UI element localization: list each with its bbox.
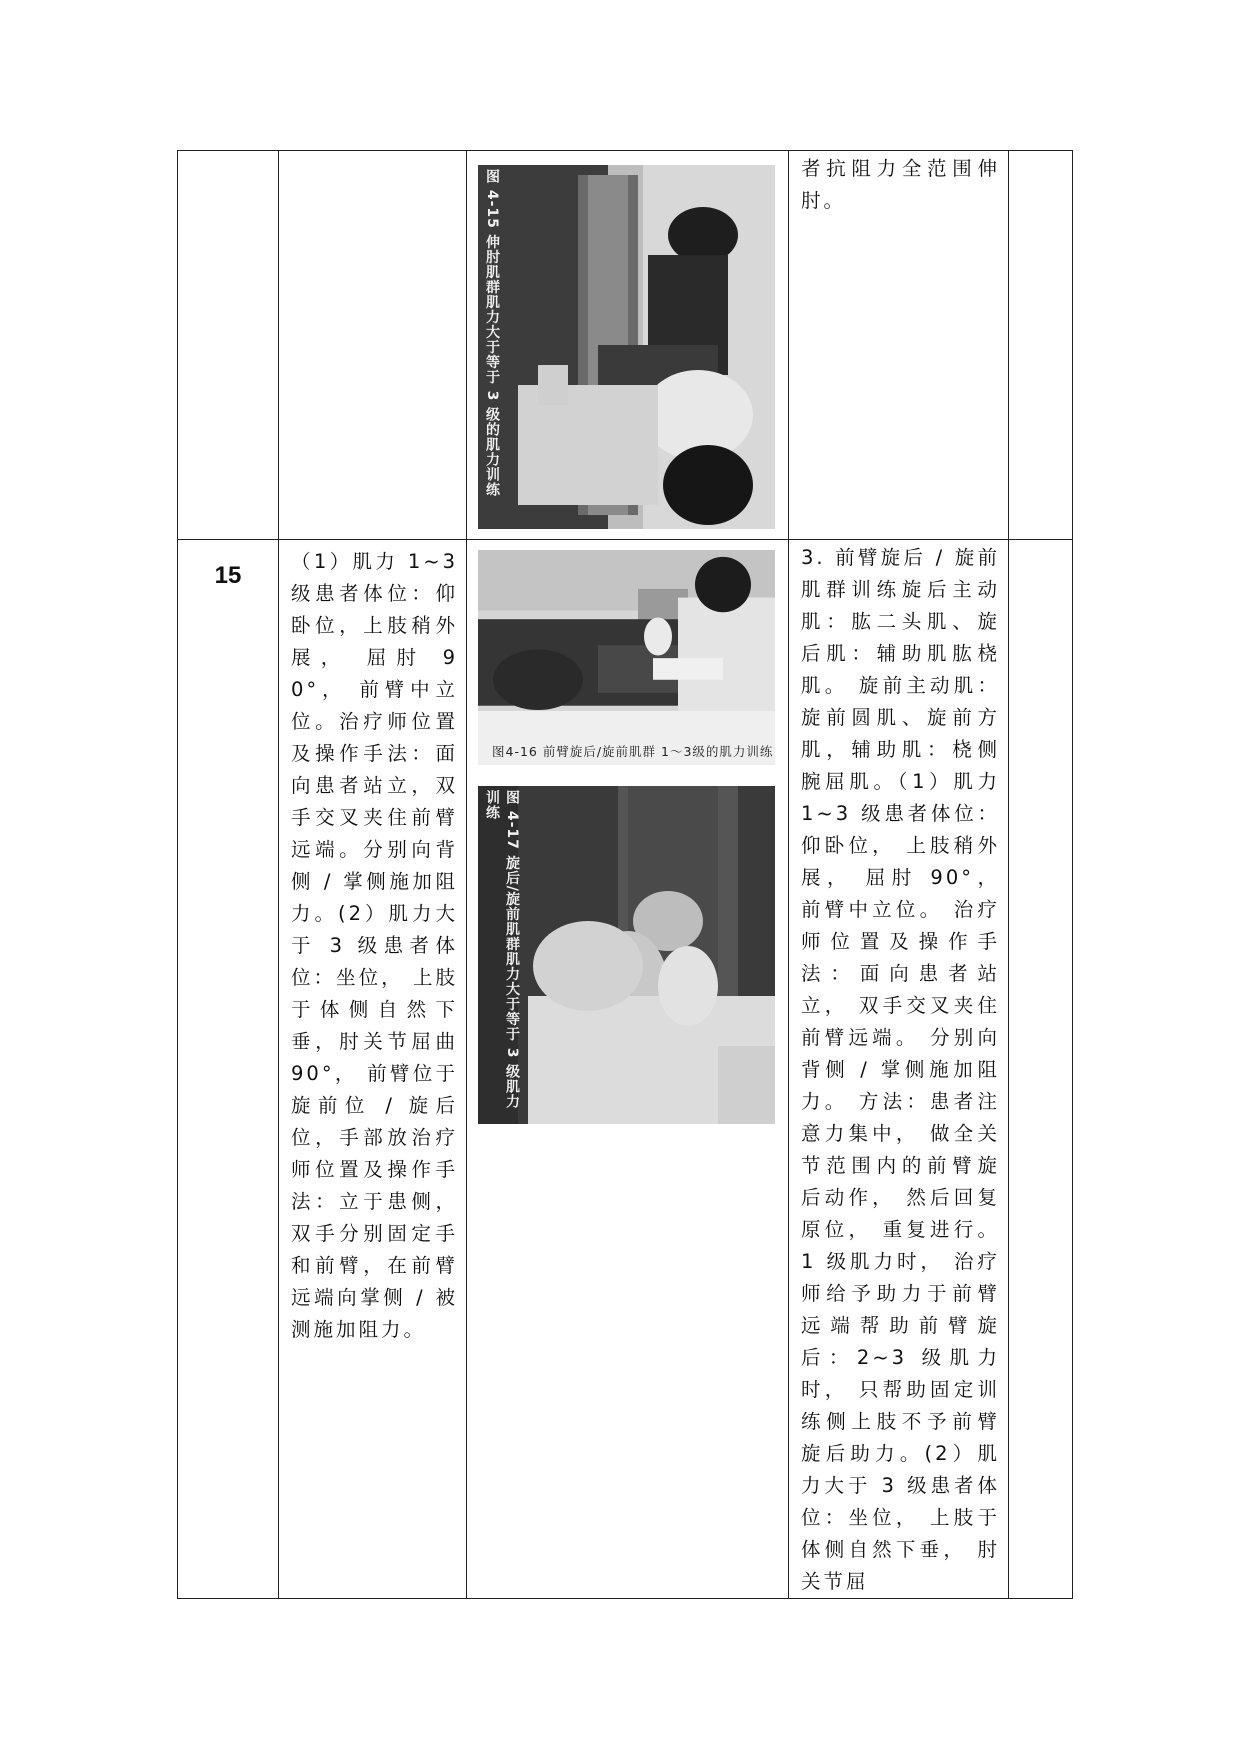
table-row — [178, 540, 1073, 1599]
figure-4-15-photo — [478, 165, 775, 529]
description-cell: 3. 前臂旋后 / 旋前肌群训练旋后主动肌：肱二头肌、旋后肌：辅助肌肱桡肌。 旋前主动肌：旋前圆肌、旋前方肌，辅助肌：桡侧腕屈肌。（1）肌力 1~3 级患者体位：仰卧位， 上肢稍外展， 屈肘 90°， 前臂中立位。 治疗师位置及操作手法：面向患者站立， 双手交叉夹住前臂远端。 分别向背侧 / 掌侧施加阻力。 方法：患者注意力集中， 做全关节范围内的前臂旋后动作， 然后回复原位， 重复进行。1 级肌力时， 治疗师给予助力于前臂远端帮助前臂旋后：2~3 级肌力时， 只帮助固定训练侧上肢不予前臂旋后助力。(2）肌力大于 3 级患者体位：坐位， 上肢于体侧自然下垂， 肘关节屈 — [789, 540, 1009, 1599]
content-table — [177, 150, 1073, 1599]
figure-4-16-photo — [478, 550, 775, 765]
row-number-cell — [178, 151, 279, 540]
figure-4-16-caption: 图4-16 前臂旋后/旋前肌群 1～3级的肌力训练 — [492, 744, 774, 759]
description-cell: 者抗阻力全范围伸肘。 — [789, 151, 1009, 540]
figure-4-17-photo — [478, 786, 775, 1124]
row-number-cell: 15 — [178, 540, 279, 1599]
table-row — [178, 151, 1073, 540]
figure-4-17-caption: 图 4-17 旋后/旋前肌群肌力大于等于 3 级肌力训练 — [484, 790, 520, 1110]
method-cell: （1）肌力 1~3 级患者体位：仰卧位，上肢稍外展， 屈肘 90°， 前臂中立位。治疗师位置及操作手法：面向患者站立，双手交叉夹住前臂远端。分别向背侧 / 掌侧施加阻力。(2）肌力大于 3 级患者体位：坐位， 上肢于体侧自然下垂，肘关节屈曲 90°， 前臂位于旋前位 / 旋后位，手部放治疗师位置及操作手法：立于患侧，双手分别固定手和前臂，在前臂远端向掌侧 / 被测施加阻力。 — [279, 540, 467, 1599]
method-cell — [279, 151, 467, 540]
notes-cell — [1009, 540, 1073, 1599]
figure-cell — [467, 151, 789, 540]
notes-cell — [1009, 151, 1073, 540]
figure-4-15-caption: 图 4-15 伸肘肌群肌力大于等于 3 级的肌力训练 — [484, 169, 500, 498]
figure-cell — [467, 540, 789, 1599]
